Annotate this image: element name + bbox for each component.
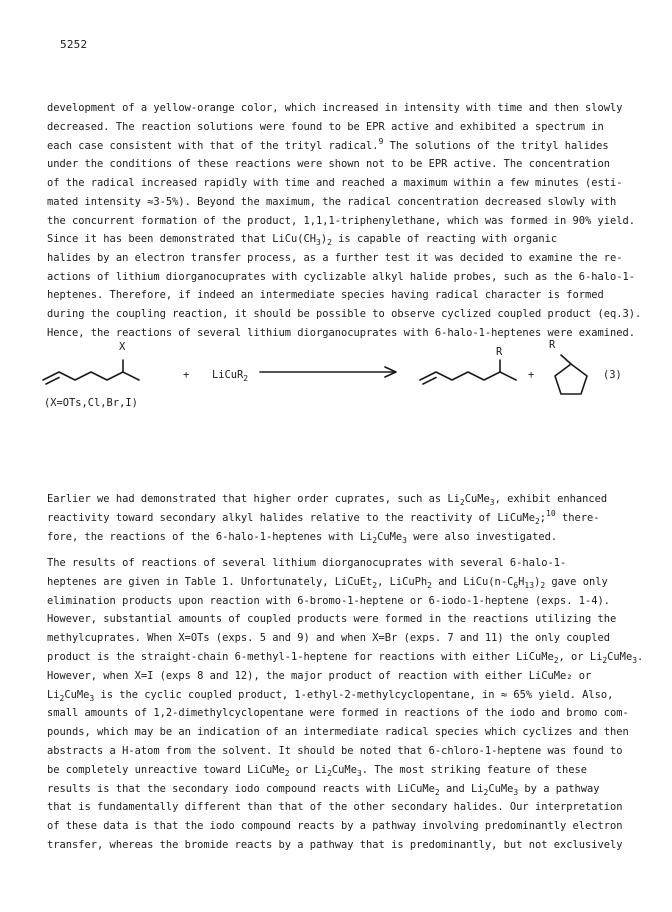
text-line: heptenes are given in Table 1. Unfortunately, LiCuEt$_2$, LiCuPh$_2$ and $LiCu(n-C_6H_{13})_2$ gave only	[47, 575, 608, 590]
text-line: of the radical increased rapidly with time and reached a maximum within a few minutes (esti-	[47, 177, 623, 190]
text-line: However, substantial amounts of coupled products were formed in the reactions utilizing the	[47, 613, 617, 626]
text-line: of these data is that the iodo compound reacts by a pathway involving predominantly electron	[47, 820, 623, 833]
paragraph-2	[47, 230, 642, 343]
paragraph-3	[47, 490, 627, 546]
text-line: fore, the reactions of the 6-halo-1-heptenes with $Li_2CuMe_3$ were also investigated.	[47, 530, 558, 545]
text-line: each case consistent with that of the trityl radical.$^9$ The solutions of the trityl halides	[47, 136, 609, 152]
text-line: small amounts of 1,2-dimethylcyclopentane were formed in reactions of the iodo and bromo com-	[47, 707, 629, 720]
text-line: reactivity toward secondary alkyl halides relative to the reactivity of LiCuMe$_2$;$^{10}$ there-	[47, 508, 600, 526]
text-line: mated intensity ≈3-5%). Beyond the maximum, the radical concentration decreased slowly with	[47, 195, 617, 208]
text-line: development of a yellow-orange color, which increased in intensity with time and then slowly	[47, 102, 623, 114]
cyclic-product-r-bond	[561, 355, 571, 364]
text-line: Since it has been demonstrated that $LiCu(CH_3)_2$ is capable of reacting with organic	[47, 233, 558, 247]
text-line: results is that the secondary iodo compound reacts with LiCuMe$_2$ and $Li_2CuMe_3$ by a pathway	[47, 782, 600, 797]
text-line: Earlier we had demonstrated that higher order cuprates, such as $Li_2CuMe_3$, exhibit enhanced	[47, 493, 608, 507]
text-line: during the coupling reaction, it should be possible to observe cyclized coupled product (eq.3).	[47, 308, 642, 321]
cyclic-product-ring	[555, 364, 587, 394]
text-line: methylcuprates. When X=OTs (exps. 5 and 9) and when X=Br (exps. 7 and 11) the only coupled	[47, 632, 611, 645]
text-line: The results of reactions of several lithium diorganocuprates with several 6-halo-1-	[47, 557, 567, 569]
text-line: pounds, which may be an indication of an intermediate radical species which cyclizes and then	[47, 726, 629, 739]
text-line: under the conditions of these reactions were shown not to be EPR active. The concentration	[47, 158, 611, 171]
substituent-r-ring: R	[549, 339, 556, 351]
reaction-scheme-drawing	[40, 340, 630, 432]
text-line: abstracts a H-atom from the solvent. It should be noted that 6-chloro-1-heptene was found to	[47, 744, 623, 757]
text-line: transfer, whereas the bromide reacts by a pathway that is predominantly, but not exclusively	[47, 838, 623, 851]
reaction-scheme-eq3	[40, 340, 630, 432]
text-line: decreased. The reaction solutions were found to be EPR active and exhibited a spectrum in	[47, 120, 604, 133]
substituent-r-chain: R	[496, 346, 503, 358]
x-definition: (X=OTs,Cl,Br,I)	[44, 397, 138, 409]
reagent-licur2: LiCuR$_2$	[212, 369, 249, 383]
paragraph-4	[47, 554, 644, 855]
text-line: the concurrent formation of the product, 1,1,1-triphenylethane, which was formed in 90% yield.	[47, 214, 636, 227]
text-line: However, when X=I (exps 8 and 12), the major product of reaction with either LiCuMe₂ or	[47, 669, 592, 682]
text-line: $Li_2CuMe_3$ is the cyclic coupled product, 1-ethyl-2-methylcyclopentane, in ≈ 65% yield. Also,	[47, 688, 614, 703]
text-line: Hence, the reactions of several lithium diorganocuprates with 6-halo-1-heptenes were examined.	[47, 326, 636, 339]
reactant-double-bond	[46, 378, 59, 385]
plus-sign-1: +	[183, 369, 190, 381]
page-number: 5252	[60, 38, 88, 51]
text-line: that is fundamentally different than that of the other secondary halides. Our interpretation	[47, 801, 623, 814]
substituent-x: X	[119, 341, 126, 353]
plus-sign-2: +	[528, 369, 535, 381]
text-line: heptenes. Therefore, if indeed an intermediate species having radical character is formed	[47, 289, 604, 302]
text-line: elimination products upon reaction with 6-bromo-1-heptene or 6-iodo-1-heptene (exps. 1-4).	[47, 594, 611, 607]
text-line: halides by an electron transfer process, as a further test it was decided to examine the re-	[47, 251, 623, 264]
text-line: product is the straight-chain 6-methyl-1-heptene for reactions with either LiCuMe$_2$, or $Li_2CuMe_3$.	[47, 650, 644, 665]
text-line: actions of lithium diorganocuprates with cyclizable alkyl halide probes, such as the 6-halo-1-	[47, 270, 636, 283]
paragraph-1	[47, 99, 636, 231]
equation-number: (3)	[603, 369, 622, 381]
text-line: be completely unreactive toward LiCuMe$_2$ or $Li_2CuMe_3$. The most striking feature of these	[47, 763, 587, 778]
